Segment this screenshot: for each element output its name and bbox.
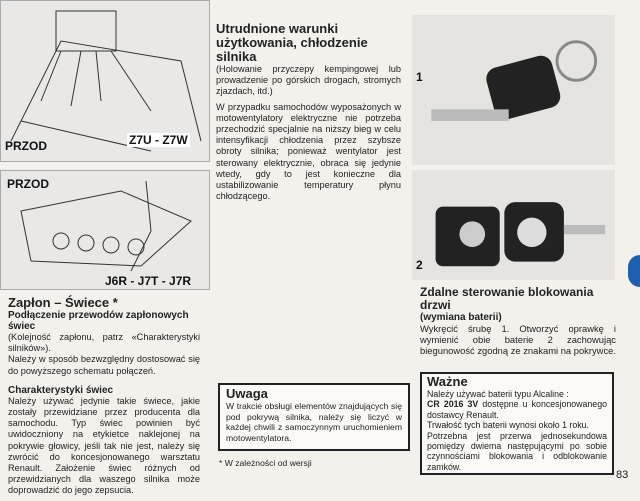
ignition-title: Zapłon – Świece * <box>8 295 118 310</box>
spark-plug-subtitle: Charakterystyki świec <box>8 384 114 396</box>
paragraph: Wykręcić śrubę 1. Otworzyć oprawkę i wymienić obie baterie 2 zachowując biegunowość zgodną ze znakami na pokrywce. <box>420 323 616 356</box>
front-label: PRZOD <box>5 139 47 153</box>
paragraph: Należy używać jedynie takie świece, jakie zostały przewidziane przez producenta dla samochodu. Typ świec powinien być uwidoczniony na etykietce naklejonej na pokrywie głowicy, jeśli tak nie jest, należy się zwrócić do koncesjonowanego warsztatu Renault. Założenie świec różnych od przewidzianych dla waszego silnika może doprowadzić do jego zepsucia. <box>8 395 200 496</box>
callout-2: 2 <box>416 258 423 272</box>
paragraph: Należy w sposób bezwzględny dostosować się do powyższego schematu połączeń. <box>8 354 200 376</box>
battery-model: CR 2016 3V <box>427 399 479 410</box>
remote-battery-photo <box>412 170 615 280</box>
cooling-title: Utrudnione warunki użytkowania, chłodzenie silnika <box>216 21 368 64</box>
engine-diagram-z7u <box>0 0 210 162</box>
important-box <box>420 372 614 475</box>
important-text <box>427 389 607 472</box>
battery-source: dostępne u koncesjonowanego dostawcy Renault. <box>427 399 607 420</box>
battery-type: Należy używać baterii typu Alcaline : <box>427 389 569 399</box>
warning-box <box>218 383 410 451</box>
engine-diagram-j6r <box>0 170 210 290</box>
paragraph: (Holowanie przyczepy kempingowej lub prowadzenie po górskich drogach, stromych zjazdach, itd.) <box>216 64 401 97</box>
warning-title: Uwaga <box>226 386 268 401</box>
footnote: * W zależności od wersji <box>219 458 312 468</box>
important-title: Ważne <box>427 374 468 389</box>
page-number: 83 <box>616 469 629 481</box>
engine-code-label: Z7U - Z7W <box>129 133 188 147</box>
remote-subtitle: (wymiana baterii) <box>420 312 502 323</box>
key-photo <box>412 15 615 165</box>
front-label: PRZOD <box>7 177 49 191</box>
warning-text: W trakcie obsługi elementów znajdujących się pod pokrywą silnika, należy się liczyć w każdej chwili z samoczynnym uruchomieniem motowentylatora. <box>226 401 402 443</box>
paragraph: W przypadku samochodów wyposażonych w motowentylatory elektryczne nie potrzeba przechodzić specjalnie na niższy bieg w celu intensyfikacji chłodzenia przez szybsze obroty silnika; ponieważ wentylator jest sterowany elektrycznie, obraca się jedynie wtedy, gdy to jest konieczne dla ustabilizowanie temperatury płynu chłodzącego. <box>216 101 401 202</box>
battery-life: Trwałość tych baterii wynosi około 1 roku. <box>427 420 589 431</box>
remote-title: Zdalne sterowanie blokowania drzwi <box>420 285 594 312</box>
paragraph: (Kolejność zapłonu, patrz «Charakterystyki silników»). <box>8 332 200 354</box>
callout-1: 1 <box>416 70 423 84</box>
ignition-subtitle: Podłączenie przewodów zapłonowych świec <box>8 310 189 332</box>
lock-interval: Potrzebna jest przerwa jednosekundowa pomiędzy dwiema następującymi po sobie czynnościami blokowania i odblokowanie zamków. <box>427 430 607 472</box>
engine-code-label: J6R - J7T - J7R <box>105 274 192 288</box>
section-tab <box>628 255 640 287</box>
